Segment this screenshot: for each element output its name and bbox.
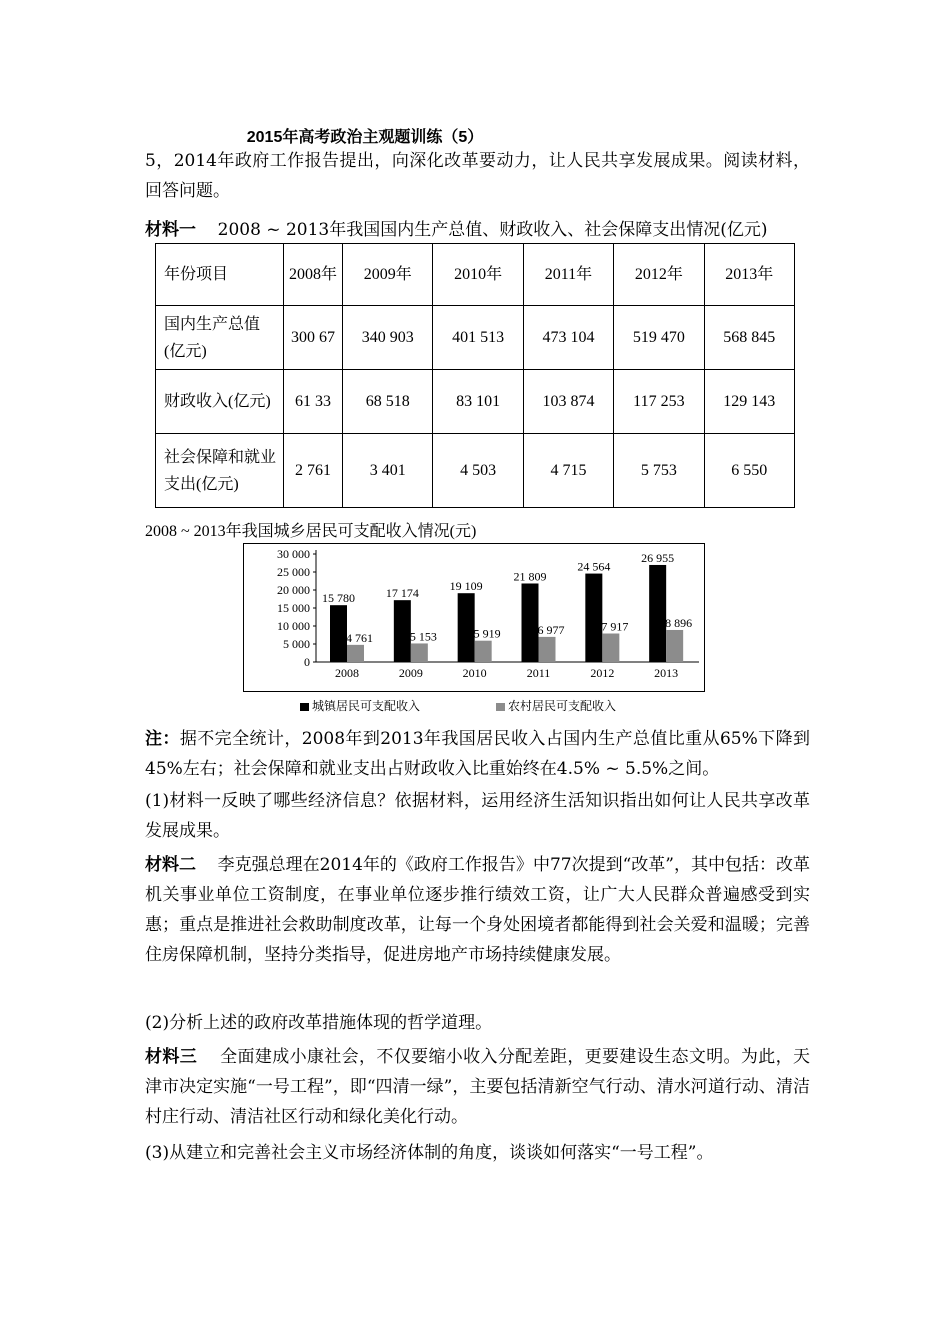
table-cell: 340 903 xyxy=(343,306,433,370)
y-tick-label: 5 000 xyxy=(283,637,310,651)
material1-caption: 2008 ~ 2013年我国国内生产总值、财政收入、社会保障支出情况(亿元) xyxy=(217,220,768,240)
y-tick-label: 15 000 xyxy=(277,601,310,615)
bar-urban xyxy=(330,605,347,662)
table-cell: 6 550 xyxy=(704,434,794,508)
table-header-cell: 2012年 xyxy=(614,244,704,306)
bar-urban xyxy=(585,574,602,662)
table-cell: 300 67 xyxy=(284,306,343,370)
bar-urban xyxy=(458,593,475,662)
bar-data-label: 5 153 xyxy=(409,629,437,644)
table-cell: 103 874 xyxy=(523,370,613,434)
material2-label: 材料二 xyxy=(145,855,197,875)
legend-label-urban: 城镇居民可支配收入 xyxy=(312,699,421,713)
question-3: (3)从建立和完善社会主义市场经济体制的角度，谈谈如何落实“一号工程”。 xyxy=(145,1143,714,1163)
material3-paragraph xyxy=(145,1042,810,1132)
table-cell: 61 33 xyxy=(284,370,343,434)
intro-paragraph: 5，2014年政府工作报告提出，向深化改革要动力，让人民共享发展成果。阅读材料，回答问题。 xyxy=(145,151,810,201)
y-tick-label: 20 000 xyxy=(277,583,310,597)
table-cell: 473 104 xyxy=(523,306,613,370)
x-tick-label: 2009 xyxy=(398,666,423,680)
table-row-label: 财政收入(亿元) xyxy=(156,370,284,434)
bar-rural xyxy=(411,643,428,662)
material2-text: 李克强总理在2014年的《政府工作报告》中77次提到“改革”，其中包括：改革机关事业单位工资制度，在事业单位逐步推行绩效工资，让广大人民群众普遍感受到实惠；重点是推进社会救助制度改革，让每一个身处困境者都能得到社会关爱和温暖；完善住房保障机制，坚持分类指导，促进房地产市场持续健康发展。 xyxy=(145,855,810,965)
table-cell: 3 401 xyxy=(343,434,433,508)
table-header-cell: 2013年 xyxy=(704,244,794,306)
material3-text: 全面建成小康社会，不仅要缩小收入分配差距，更要建设生态文明。为此，天津市决定实施“一号工程”，即“四清一绿”，主要包括清新空气行动、清水河道行动、清洁村庄行动、清洁社区行动和绿化美化行动。 xyxy=(145,1047,810,1127)
table-header-cell: 2010年 xyxy=(433,244,523,306)
bar-data-label: 6 977 xyxy=(537,622,565,637)
table-header-row xyxy=(156,244,795,306)
legend-swatch-urban xyxy=(300,703,309,711)
table-cell: 519 470 xyxy=(614,306,704,370)
data-table xyxy=(155,243,795,508)
bar-rural xyxy=(602,633,619,662)
material2-paragraph xyxy=(145,850,810,970)
bar-data-label: 8 896 xyxy=(665,615,693,630)
table-cell: 401 513 xyxy=(433,306,523,370)
bar-data-label: 5 919 xyxy=(473,626,501,641)
table-row-label: 社会保障和就业支出(亿元) xyxy=(156,434,284,508)
table-row xyxy=(156,434,795,508)
question-1: (1)材料一反映了哪些经济信息？依据材料，运用经济生活知识指出如何让人民共享改革发展成果。 xyxy=(145,791,810,841)
note-label: 注： xyxy=(145,729,180,749)
chart-svg xyxy=(244,544,704,691)
chart-caption: 2008 ~ 2013年我国城乡居民可支配收入情况(元) xyxy=(145,523,477,540)
chart-legend xyxy=(300,697,616,714)
table-header-cell: 2008年 xyxy=(284,244,343,306)
question-2: (2)分析上述的政府改革措施体现的哲学道理。 xyxy=(145,1013,493,1033)
x-tick-label: 2012 xyxy=(590,666,615,680)
x-tick-label: 2013 xyxy=(654,666,679,680)
y-tick-label: 30 000 xyxy=(277,547,310,561)
table-cell: 117 253 xyxy=(614,370,704,434)
note-paragraph xyxy=(145,724,810,784)
bar-rural xyxy=(475,641,492,662)
table-row xyxy=(156,370,795,434)
bar-data-label: 19 109 xyxy=(449,579,483,594)
x-tick-label: 2011 xyxy=(526,666,551,680)
legend-label-rural: 农村居民可支配收入 xyxy=(508,699,617,713)
page-title: 2015年高考政治主观题训练（5） xyxy=(246,129,484,146)
x-tick-label: 2008 xyxy=(335,666,359,680)
bar-data-label: 21 809 xyxy=(513,569,547,584)
bar-data-label: 15 780 xyxy=(322,591,355,606)
bar-rural xyxy=(666,630,683,662)
x-tick-label: 2010 xyxy=(462,666,487,680)
table-row-label: 国内生产总值(亿元) xyxy=(156,306,284,370)
bar-rural xyxy=(347,645,364,662)
table-cell: 568 845 xyxy=(704,306,794,370)
y-tick-label: 0 xyxy=(304,655,310,669)
table-cell: 2 761 xyxy=(284,434,343,508)
bar-data-label: 17 174 xyxy=(385,586,419,601)
y-tick-label: 25 000 xyxy=(277,565,310,579)
table-cell: 68 518 xyxy=(343,370,433,434)
table-row xyxy=(156,306,795,370)
bar-urban xyxy=(522,583,539,662)
material3-label: 材料三 xyxy=(145,1047,198,1067)
table-cell: 83 101 xyxy=(433,370,523,434)
bar-rural xyxy=(539,637,556,662)
legend-swatch-rural xyxy=(496,703,505,711)
table-cell: 4 503 xyxy=(433,434,523,508)
bar-urban xyxy=(649,565,666,662)
bar-data-label: 24 564 xyxy=(577,559,611,574)
income-bar-chart xyxy=(243,543,705,692)
bar-urban xyxy=(394,600,411,662)
table-cell: 129 143 xyxy=(704,370,794,434)
bar-data-label: 4 761 xyxy=(346,630,373,645)
material1-label: 材料一 xyxy=(145,220,196,240)
bar-data-label: 7 917 xyxy=(601,619,629,634)
table-cell: 5 753 xyxy=(614,434,704,508)
table-header-cell: 2009年 xyxy=(343,244,433,306)
note-text: 据不完全统计，2008年到2013年我国居民收入占国内生产总值比重从65%下降到45%左右；社会保障和就业支出占财政收入比重始终在4.5% ~ 5.5%之间。 xyxy=(145,729,811,779)
table-header-cell: 2011年 xyxy=(523,244,613,306)
table-header-cell: 年份项目 xyxy=(156,244,284,306)
material1-heading xyxy=(145,215,810,245)
y-tick-label: 10 000 xyxy=(277,619,310,633)
table-cell: 4 715 xyxy=(523,434,613,508)
bar-data-label: 26 955 xyxy=(641,550,675,565)
